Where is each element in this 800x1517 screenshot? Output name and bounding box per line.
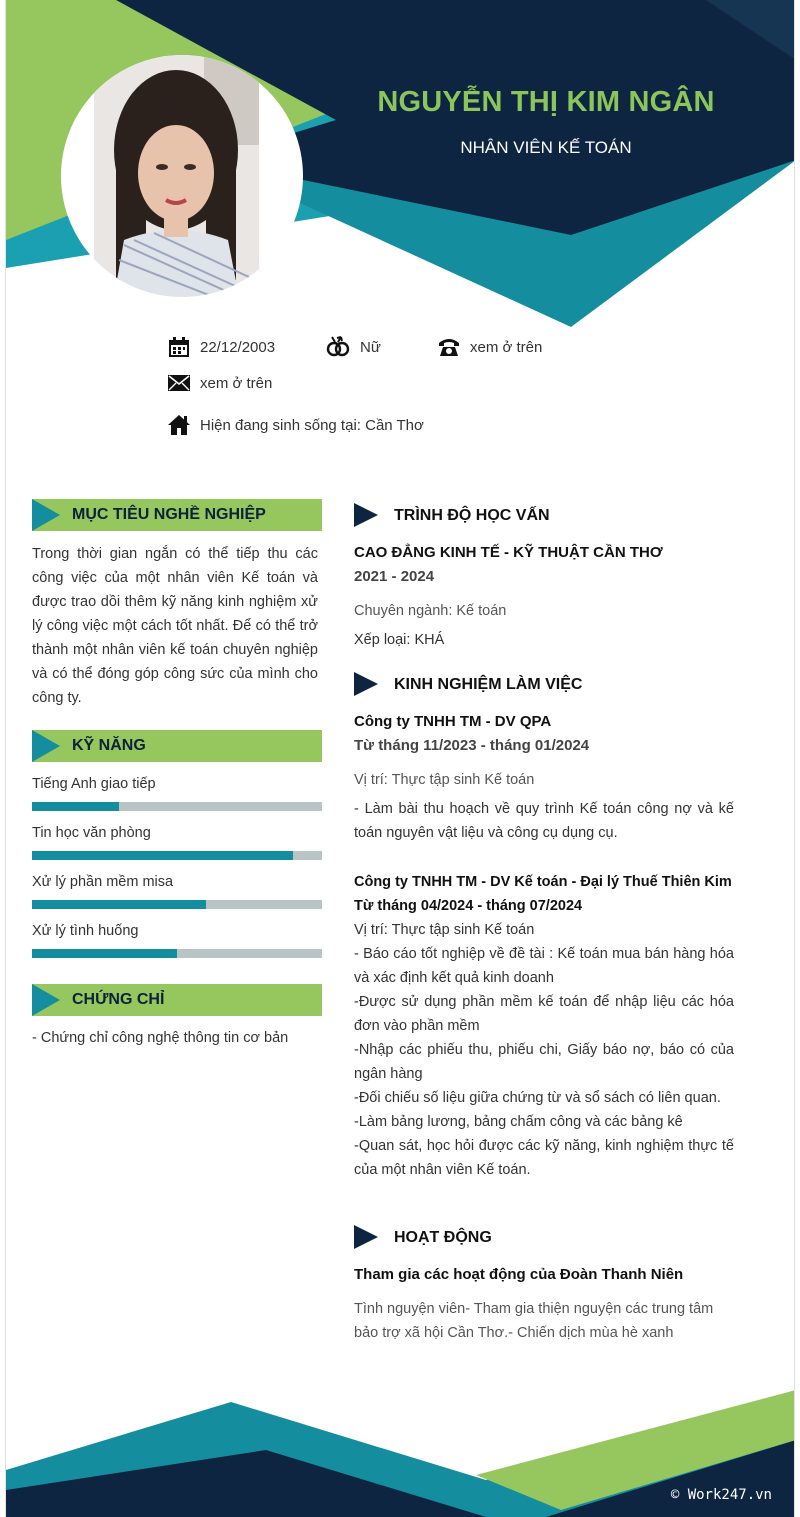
skill-bar-fill [32,802,119,811]
job-period: Từ tháng 04/2024 - tháng 07/2024 [354,898,583,914]
job-description-line: -Đối chiếu số liệu giữa chứng từ và sổ sách có liên quan. [354,1090,721,1106]
job-title: NHÂN VIÊN KẾ TOÁN [460,138,632,157]
teal-triangle-icon [32,730,60,762]
teal-triangle-icon [32,984,60,1016]
skill-bar-fill [32,851,293,860]
phone-row [438,336,542,358]
email-row [168,374,272,392]
experience-heading [354,672,583,698]
skill-bar-fill [32,949,177,958]
skill-label: Xử lý tình huống [32,923,139,939]
envelope-icon [168,374,190,392]
job-description: - Làm bài thu hoạch về quy trình Kế toán công nợ và kế toán nguyên vật liệu và công cụ dụng cụ. [354,801,734,841]
activities-text: Tình nguyện viên- Tham gia thiện nguyện các trung tâm bảo trợ xã hội Cần Thơ.- Chiến dịch mùa hè xanh [354,1301,714,1341]
navy-triangle-icon [354,1225,378,1249]
activities-heading [354,1225,492,1251]
candidate-name: NGUYỄN THỊ KIM NGÂN [377,86,715,118]
experience-title: KINH NGHIỆM LÀM VIỆC [394,676,583,693]
job-description-line: -Quan sát, học hỏi được các kỹ năng, kinh nghiệm thực tế của một nhân viên Kế toán. [354,1138,734,1178]
job-description [354,942,734,1182]
navy-triangle-icon [354,503,378,527]
job-description-line: -Được sử dụng phần mềm kế toán để nhập liệu các hóa đơn vào phần mềm [354,994,734,1034]
certificates-heading [32,984,322,1016]
gender-row [326,335,381,359]
objective-heading [32,499,322,531]
address-value: Hiện đang sinh sống tại: Cần Thơ [200,416,424,434]
certificates-title: CHỨNG CHỈ [72,991,165,1008]
cv-page [5,0,795,1517]
objective-text: Trong thời gian ngắn có thể tiếp thu các công việc của một nhân viên Kế toán và được trao dồi thêm kỹ năng kinh nghiệm xử lý công việc một cách tốt nhất. Để có thể trở thành một nhân viên kế toán chuyên nghiệp và có thể đóng góp công sức của mình cho công ty. [32,546,318,706]
phone-icon [438,336,460,358]
job-position: Vị trí: Thực tập sinh Kế toán [354,772,535,788]
skills-heading [32,730,322,762]
skill-label: Tiếng Anh giao tiếp [32,776,156,792]
watermark: © Work247.vn [670,1487,772,1503]
birthday-row [168,336,275,358]
activities-title: HOẠT ĐỘNG [394,1229,492,1246]
birthday-value: 22/12/2003 [200,338,276,356]
skills-title: KỸ NĂNG [72,737,146,754]
certificates-text: - Chứng chỉ công nghệ thông tin cơ bản [32,1030,289,1046]
skill-bar [32,900,322,909]
navy-triangle-icon [354,672,378,696]
gender-value: Nữ [360,338,381,356]
calendar-icon [168,336,190,358]
job-company: Công ty TNHH TM - DV QPA [354,713,552,730]
school-name: CAO ĐẲNG KINH TẾ - KỸ THUẬT CẦN THƠ [354,544,663,561]
profile-photo-frame [61,55,303,297]
skill-label: Xử lý phần mềm misa [32,874,174,890]
job-description-line: - Báo cáo tốt nghiệp về đề tài : Kế toán mua bán hàng hóa và xác định kết quả kinh doanh [354,946,734,986]
activities-headline: Tham gia các hoạt động của Đoàn Thanh Niên [354,1266,684,1283]
skill-bar [32,851,322,860]
teal-triangle-icon [32,499,60,531]
skill-label: Tin học văn phòng [32,825,151,841]
home-icon [168,414,190,436]
education-heading [354,503,550,529]
job-company: Công ty TNHH TM - DV Kế toán - Đại lý Thuế Thiên Kim [354,874,732,890]
job-period: Từ tháng 11/2023 - tháng 01/2024 [354,737,590,754]
skill-bar [32,802,322,811]
education-major: Chuyên ngành: Kế toán [354,603,507,619]
education-years: 2021 - 2024 [354,568,435,585]
education-rank: Xếp loại: KHÁ [354,632,445,648]
job-position: Vị trí: Thực tập sinh Kế toán [354,922,535,938]
email-value: xem ở trên [200,374,273,392]
objective-title: MỤC TIÊU NGHỀ NGHIỆP [72,506,266,523]
profile-photo [94,55,259,297]
phone-value: xem ở trên [470,338,543,356]
job-description-line: -Làm bảng lương, bảng chấm công và các bảng kê [354,1114,683,1130]
skill-bar [32,949,322,958]
education-title: TRÌNH ĐỘ HỌC VẤN [394,507,550,524]
job-description-line: -Nhập các phiếu thu, phiếu chi, Giấy báo nợ, báo có của ngân hàng [354,1042,734,1082]
gender-icon [326,335,350,359]
address-row [168,414,424,436]
skill-bar-fill [32,900,206,909]
